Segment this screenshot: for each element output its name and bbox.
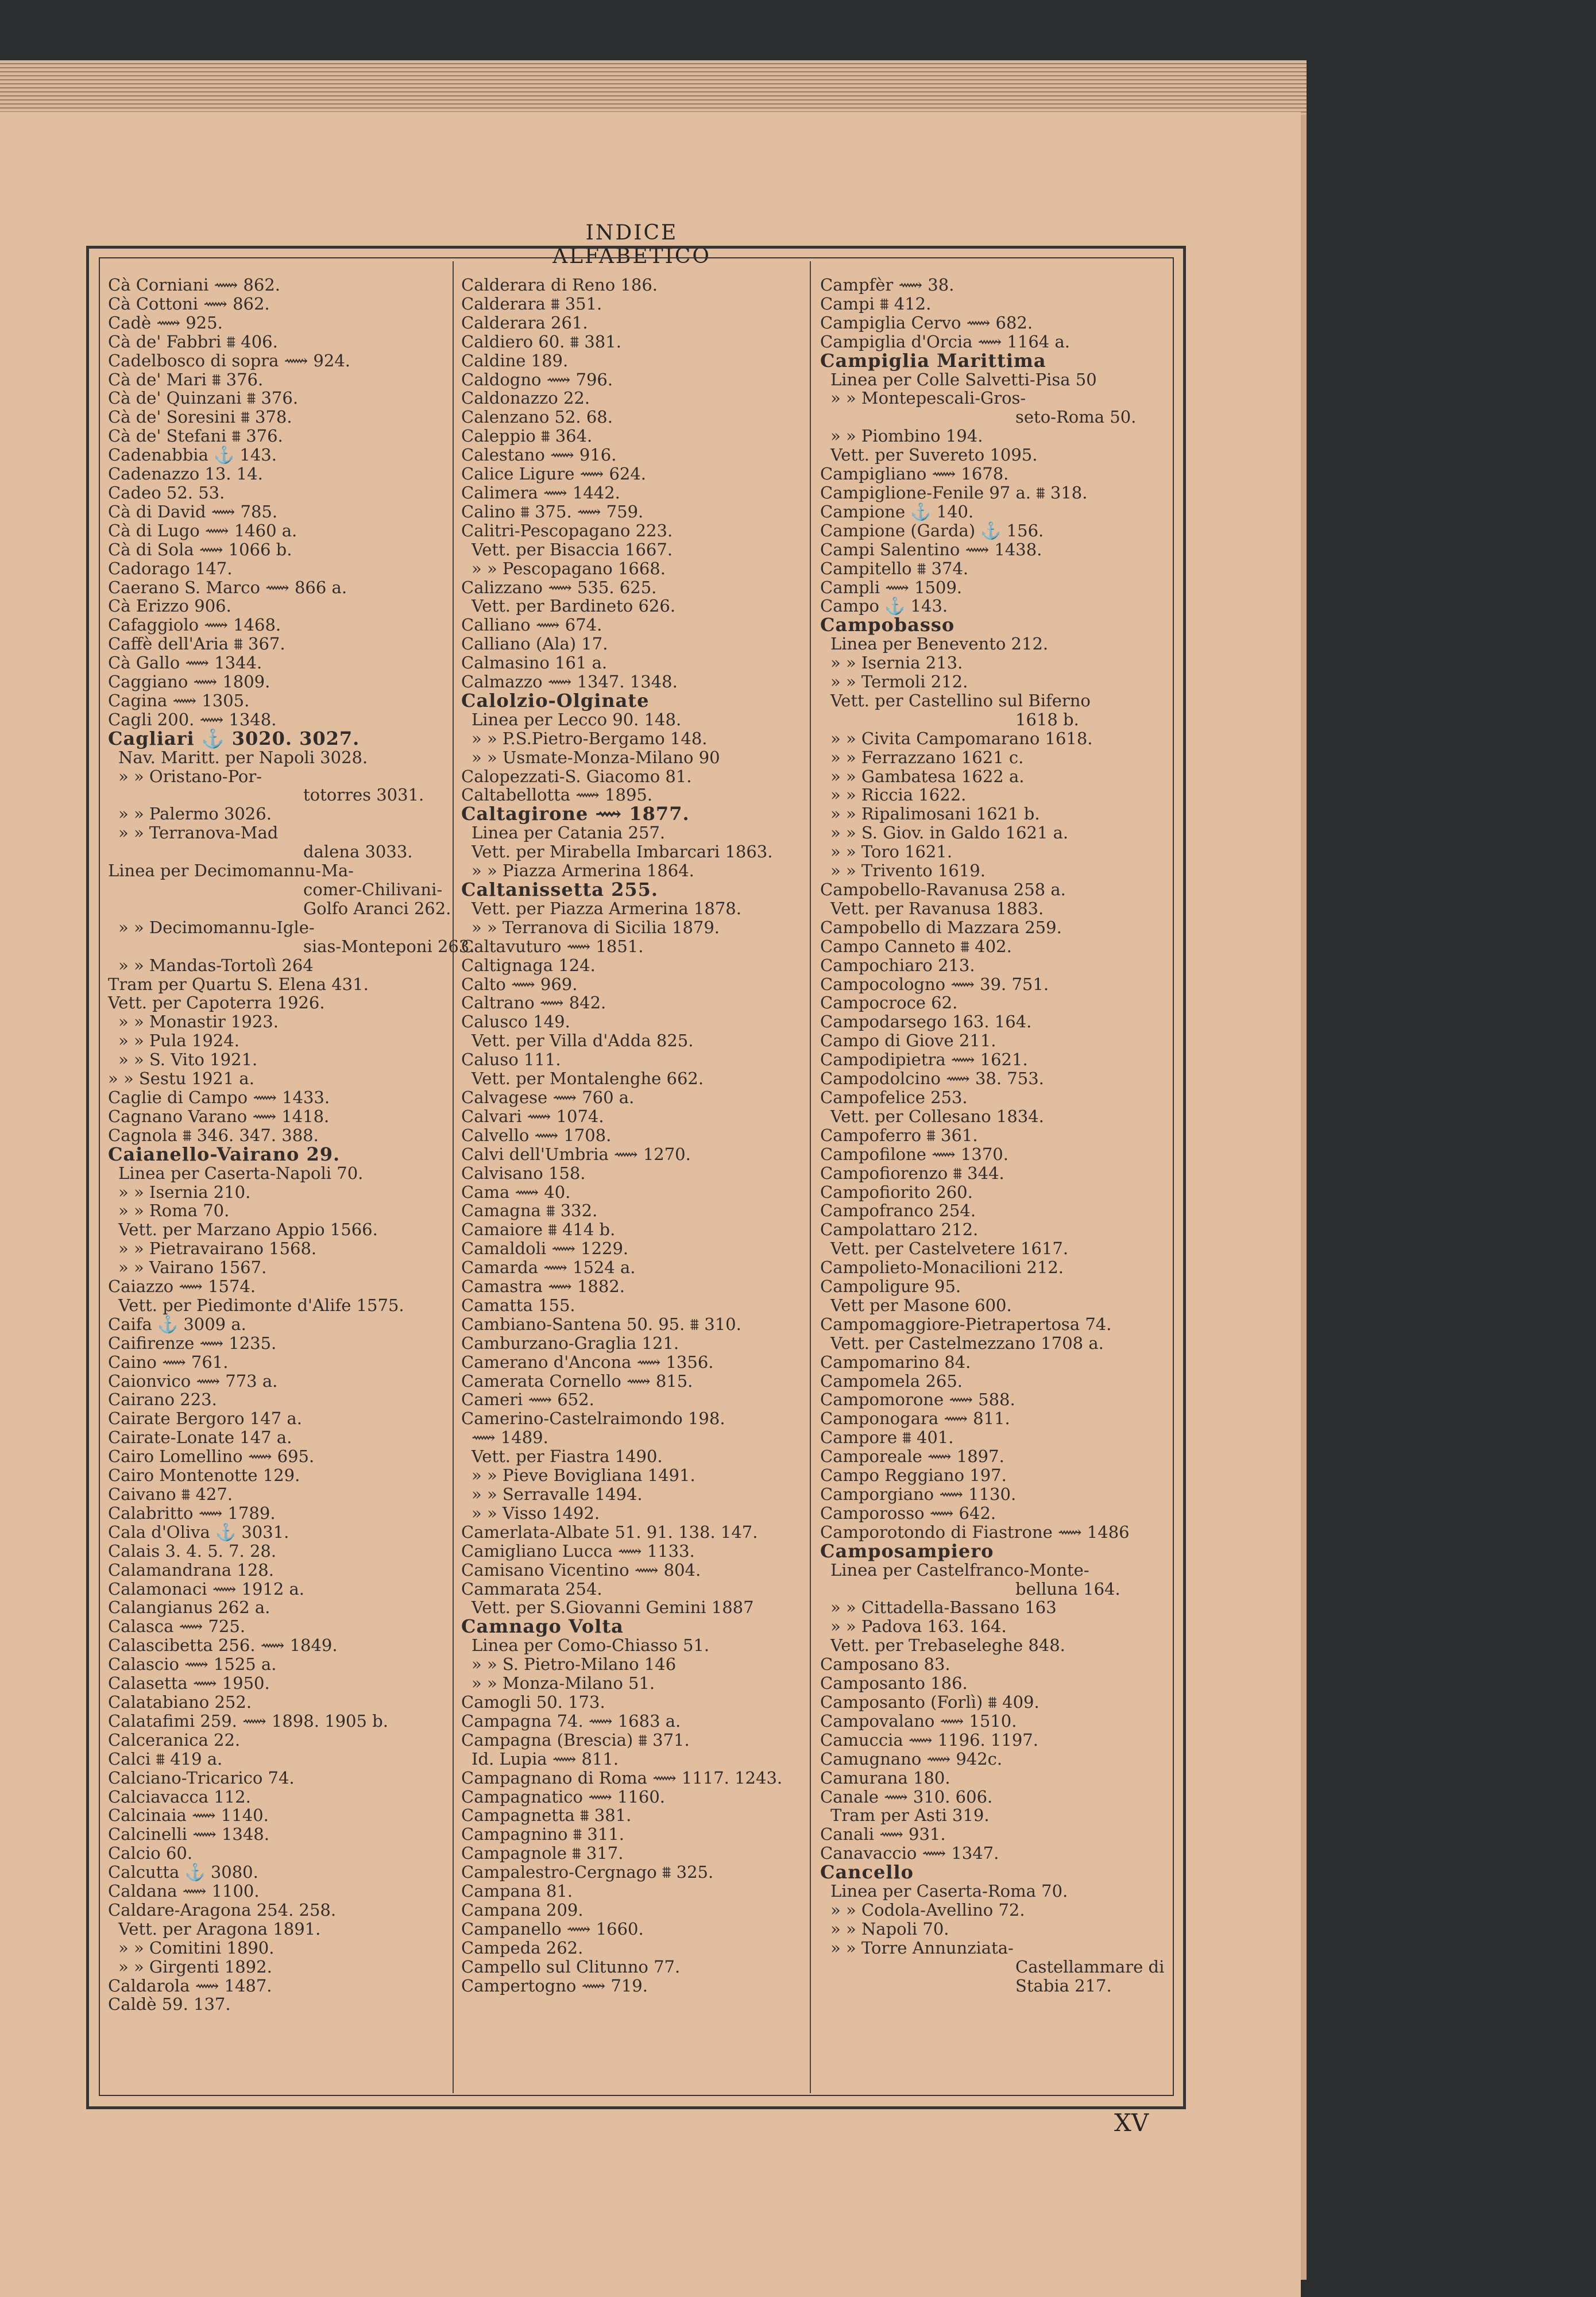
index-entry: Caggiano ⟿ 1809. <box>108 672 270 692</box>
index-entry: Calatafimi 259. ⟿ 1898. 1905 b. <box>108 1711 388 1731</box>
index-entry: Caldana ⟿ 1100. <box>108 1881 260 1901</box>
index-entry: Camuccia ⟿ 1196. 1197. <box>820 1730 1038 1750</box>
index-entry: Cagina ⟿ 1305. <box>108 690 250 710</box>
index-entry: Campfèr ⟿ 38. <box>820 275 954 295</box>
index-entry: Cà de' Quinzani ⩩ 376. <box>108 388 299 408</box>
index-entry: Campello sul Clitunno 77. <box>461 1956 681 1977</box>
index-entry: » » Napoli 70. <box>830 1919 949 1939</box>
index-entry: Camerano d'Ancona ⟿ 1356. <box>461 1352 714 1372</box>
index-entry: Campitello ⩩ 374. <box>820 558 969 578</box>
index-entry: Cà Erizzo 906. <box>108 596 231 616</box>
index-column-1 <box>108 275 475 2014</box>
index-entry: Camerino-Castelraimondo 198. <box>461 1409 725 1429</box>
index-entry: Campanello ⟿ 1660. <box>461 1919 644 1939</box>
index-entry: Cagnano Varano ⟿ 1418. <box>108 1106 330 1126</box>
index-entry: Campocologno ⟿ 39. 751. <box>820 974 1049 994</box>
index-entry: Calasca ⟿ 725. <box>108 1617 246 1637</box>
index-entry: Camporeale ⟿ 1897. <box>820 1447 1004 1467</box>
index-entry: Camburzano-Graglia 121. <box>461 1333 679 1353</box>
index-entry: Camarda ⟿ 1524 a. <box>461 1258 636 1278</box>
index-entry: Cà Gallo ⟿ 1344. <box>108 653 262 673</box>
index-entry: Camogli 50. 173. <box>461 1692 605 1712</box>
index-entry: » » Pieve Bovigliana 1491. <box>472 1465 695 1486</box>
index-entry: » » Mandas-Tortolì 264 <box>118 955 314 975</box>
index-entry: Cà de' Mari ⩩ 376. <box>108 369 264 389</box>
index-entry: Campiglia d'Orcia ⟿ 1164 a. <box>820 331 1070 351</box>
index-entry: Vett. per Castelvetere 1617. <box>830 1239 1069 1259</box>
page-number: XV <box>1114 2109 1149 2137</box>
index-entry: Cairate Bergoro 147 a. <box>108 1409 302 1429</box>
index-entry: Campobello di Mazzara 259. <box>820 917 1062 937</box>
index-entry: Vett. per Villa d'Adda 825. <box>472 1031 694 1051</box>
index-entry: Calestano ⟿ 916. <box>461 445 617 465</box>
index-entry: » » Decimomannu-Igle- <box>118 917 315 937</box>
index-entry: Calopezzati-S. Giacomo 81. <box>461 766 692 786</box>
index-entry: Calvisano 158. <box>461 1163 586 1183</box>
index-entry: Calascio ⟿ 1525 a. <box>108 1654 277 1675</box>
index-entry: Campagnino ⩩ 311. <box>461 1824 624 1844</box>
index-entry: Castellammare di <box>1015 1956 1165 1977</box>
index-entry: Cagnola ⩩ 346. 347. 388. <box>108 1125 319 1145</box>
index-entry: Cà di Lugo ⟿ 1460 a. <box>108 520 297 540</box>
index-entry: Campertogno ⟿ 719. <box>461 1975 648 1996</box>
index-entry: » » Civita Campomarano 1618. <box>830 728 1093 748</box>
index-entry: Caldogno ⟿ 796. <box>461 369 613 389</box>
index-entry: Caltrano ⟿ 842. <box>461 993 606 1013</box>
index-entry: Cà di David ⟿ 785. <box>108 501 278 521</box>
index-entry: Cadeo 52. 53. <box>108 482 225 502</box>
index-entry: Campolieto-Monacilioni 212. <box>820 1258 1064 1278</box>
index-entry: » » Oristano-Por- <box>118 766 262 786</box>
index-entry: Linea per Colle Salvetti-Pisa 50 <box>830 369 1097 389</box>
index-entry: Vett. per Trebaseleghe 848. <box>830 1635 1065 1656</box>
index-entry: Calliano ⟿ 674. <box>461 615 602 635</box>
index-entry: Cairo Montenotte 129. <box>108 1465 300 1486</box>
index-entry: Camigliano Lucca ⟿ 1133. <box>461 1541 695 1561</box>
index-entry: Vett. per Marzano Appio 1566. <box>118 1220 378 1240</box>
index-entry: Camposanto (Forlì) ⩩ 409. <box>820 1692 1039 1712</box>
index-entry: Caldè 59. 137. <box>108 1994 231 2014</box>
index-entry: Camastra ⟿ 1882. <box>461 1277 625 1297</box>
index-entry: » » Gambatesa 1622 a. <box>830 766 1025 786</box>
index-entry: Campofranco 254. <box>820 1201 976 1221</box>
index-entry: Calvello ⟿ 1708. <box>461 1125 612 1145</box>
index-entry: Calamandrana 128. <box>108 1560 274 1580</box>
index-entry: » » Isernia 210. <box>118 1182 251 1202</box>
index-entry: Calangianus 262 a. <box>108 1598 270 1618</box>
index-entry: Campolattaro 212. <box>820 1220 979 1240</box>
index-entry: Linea per Castelfranco-Monte- <box>830 1560 1089 1580</box>
index-entry: Campi ⩩ 412. <box>820 293 932 314</box>
index-entry: Cala d'Oliva ⚓ 3031. <box>108 1522 289 1542</box>
index-entry: » » Girgenti 1892. <box>118 1956 272 1977</box>
index-entry: Caiazzo ⟿ 1574. <box>108 1277 256 1297</box>
index-entry: Campli ⟿ 1509. <box>820 577 963 597</box>
index-entry: » » Terranova-Mad <box>118 823 279 843</box>
index-entry: Calabritto ⟿ 1789. <box>108 1503 276 1523</box>
index-entry: Calderara di Reno 186. <box>461 275 658 295</box>
index-entry: Caionvico ⟿ 773 a. <box>108 1371 278 1391</box>
index-entry: Caltavuturo ⟿ 1851. <box>461 936 644 956</box>
index-entry: Campana 209. <box>461 1900 583 1920</box>
index-entry: » » Ferrazzano 1621 c. <box>830 747 1024 767</box>
index-entry: seto-Roma 50. <box>1015 407 1137 427</box>
index-entry: Tram per Asti 319. <box>830 1805 990 1826</box>
index-entry: Cà de' Fabbri ⩩ 406. <box>108 331 278 351</box>
index-entry: Canale ⟿ 310. 606. <box>820 1786 993 1807</box>
index-entry: Calizzano ⟿ 535. 625. <box>461 577 657 597</box>
index-entry: Vett. per Bisaccia 1667. <box>472 539 673 559</box>
index-entry: » » Pietravairano 1568. <box>118 1239 317 1259</box>
index-entry: Cadenazzo 13. 14. <box>108 464 263 484</box>
index-entry: » » Palermo 3026. <box>118 804 272 824</box>
index-entry: » » Usmate-Monza-Milano 90 <box>472 747 720 767</box>
index-entry: Nav. Maritt. per Napoli 3028. <box>118 747 368 767</box>
index-entry: Calcinaia ⟿ 1140. <box>108 1805 269 1826</box>
index-entry: Campagnole ⩩ 317. <box>461 1843 624 1863</box>
index-entry: Camaldoli ⟿ 1229. <box>461 1239 629 1259</box>
index-entry: Campomaggiore-Pietrapertosa 74. <box>820 1314 1112 1334</box>
index-entry: Camaiore ⩩ 414 b. <box>461 1220 616 1240</box>
index-heading: Cagliari ⚓ 3020. 3027. <box>108 727 360 749</box>
index-entry: Camagna ⩩ 332. <box>461 1201 598 1221</box>
index-entry: Vett. per Fiastra 1490. <box>472 1447 663 1467</box>
index-entry: Caldine 189. <box>461 350 569 370</box>
index-entry: » » Comitini 1890. <box>118 1938 275 1958</box>
index-entry: Camerata Cornello ⟿ 815. <box>461 1371 693 1391</box>
index-entry: Calliano (Ala) 17. <box>461 634 608 654</box>
index-entry: Campoligure 95. <box>820 1277 961 1297</box>
index-entry: Cairano 223. <box>108 1390 217 1410</box>
index-entry: Campana 81. <box>461 1881 573 1901</box>
index-entry: Linea per Decimomannu-Ma- <box>108 861 354 881</box>
index-entry: Vett per Masone 600. <box>830 1295 1012 1315</box>
index-entry: » » Pula 1924. <box>118 1031 239 1051</box>
index-entry: Campagnetta ⩩ 381. <box>461 1805 632 1826</box>
index-entry: Campofelice 253. <box>820 1087 968 1107</box>
index-entry: » » Cittadella-Bassano 163 <box>830 1598 1057 1618</box>
page-edges <box>0 60 1307 115</box>
index-entry: Camporgiano ⟿ 1130. <box>820 1484 1017 1504</box>
index-entry: Campigliano ⟿ 1678. <box>820 464 1009 484</box>
index-entry: » » Vairano 1567. <box>118 1258 267 1278</box>
index-heading: Camposampiero <box>820 1540 994 1562</box>
index-entry: Campodipietra ⟿ 1621. <box>820 1050 1028 1070</box>
index-entry: Cadenabbia ⚓ 143. <box>108 445 277 465</box>
index-entry: » » Visso 1492. <box>472 1503 600 1523</box>
index-entry: Camugnano ⟿ 942c. <box>820 1749 1003 1769</box>
index-entry: Caerano S. Marco ⟿ 866 a. <box>108 577 347 597</box>
index-entry: Campofiorito 260. <box>820 1182 973 1202</box>
index-entry: Vett. per Montalenghe 662. <box>472 1069 704 1089</box>
index-entry: 1618 b. <box>1015 709 1079 729</box>
index-entry: Campi Salentino ⟿ 1438. <box>820 539 1042 559</box>
index-entry: Cairate-Lonate 147 a. <box>108 1428 292 1448</box>
index-entry: Campo di Giove 211. <box>820 1031 996 1051</box>
index-entry: Campofiorenzo ⩩ 344. <box>820 1163 1004 1183</box>
index-entry: Cadorago 147. <box>108 558 233 578</box>
index-entry: Campodolcino ⟿ 38. 753. <box>820 1069 1044 1089</box>
index-entry: Campobello-Ravanusa 258 a. <box>820 880 1066 899</box>
index-entry: Camponogara ⟿ 811. <box>820 1409 1010 1429</box>
index-entry: Caglie di Campo ⟿ 1433. <box>108 1087 330 1107</box>
index-entry: Calenzano 52. 68. <box>461 407 613 427</box>
index-entry: Caldarola ⟿ 1487. <box>108 1975 272 1996</box>
index-entry: Linea per Caserta-Roma 70. <box>830 1881 1068 1901</box>
index-entry: » » Riccia 1622. <box>830 785 967 805</box>
index-entry: Linea per Caserta-Napoli 70. <box>118 1163 364 1183</box>
index-entry: Camporotondo di Fiastrone ⟿ 1486 <box>820 1522 1130 1542</box>
index-entry: Cadelbosco di sopra ⟿ 924. <box>108 350 351 370</box>
index-entry: Cambiano-Santena 50. 95. ⩩ 310. <box>461 1314 741 1334</box>
index-entry: Calascibetta 256. ⟿ 1849. <box>108 1635 338 1656</box>
index-entry: Cà de' Stefani ⩩ 376. <box>108 426 283 446</box>
index-entry: » » Codola-Avellino 72. <box>830 1900 1025 1920</box>
index-entry: Campore ⩩ 401. <box>820 1428 954 1448</box>
index-entry: Campione (Garda) ⚓ 156. <box>820 520 1044 540</box>
index-entry: » » Monza-Milano 51. <box>472 1673 655 1693</box>
index-entry: Caleppio ⩩ 364. <box>461 426 593 446</box>
index-entry: Cà Corniani ⟿ 862. <box>108 275 280 295</box>
index-entry: » » Pescopagano 1668. <box>472 558 666 578</box>
index-entry: Calino ⩩ 375. ⟿ 759. <box>461 501 644 521</box>
index-entry: Calvi dell'Umbria ⟿ 1270. <box>461 1144 691 1164</box>
index-entry: Cà di Sola ⟿ 1066 b. <box>108 539 292 559</box>
index-entry: Campeda 262. <box>461 1938 583 1958</box>
index-heading: Caianello-Vairano 29. <box>108 1143 341 1165</box>
index-entry: Tram per Quartu S. Elena 431. <box>108 974 369 994</box>
index-entry: Calvari ⟿ 1074. <box>461 1106 604 1126</box>
index-entry: Camisano Vicentino ⟿ 804. <box>461 1560 701 1580</box>
index-entry: Calusco 149. <box>461 1012 570 1032</box>
index-entry: » » Trivento 1619. <box>830 861 986 881</box>
index-entry: Cairo Lomellino ⟿ 695. <box>108 1447 315 1467</box>
index-entry: Caino ⟿ 761. <box>108 1352 229 1372</box>
index-entry: Cà Cottoni ⟿ 862. <box>108 293 270 314</box>
index-entry: Campocroce 62. <box>820 993 958 1013</box>
index-entry: » » Toro 1621. <box>830 842 953 862</box>
index-entry: Calmazzo ⟿ 1347. 1348. <box>461 672 678 692</box>
index-entry: Calciano-Tricarico 74. <box>108 1768 295 1788</box>
index-entry: Canavaccio ⟿ 1347. <box>820 1843 999 1863</box>
index-entry: Calitri-Pescopagano 223. <box>461 520 673 540</box>
index-entry: Campo ⚓ 143. <box>820 596 948 616</box>
index-entry: Caltabellotta ⟿ 1895. <box>461 785 653 805</box>
index-entry: » » Ripalimosani 1621 b. <box>830 804 1040 824</box>
index-entry: totorres 3031. <box>303 785 424 805</box>
index-entry: Calcinelli ⟿ 1348. <box>108 1824 269 1844</box>
index-entry: Vett. per S.Giovanni Gemini 1887 <box>472 1598 754 1618</box>
index-entry: » » Serravalle 1494. <box>472 1484 643 1504</box>
index-entry: Id. Lupia ⟿ 811. <box>472 1749 619 1769</box>
index-entry: Caivano ⩩ 427. <box>108 1484 233 1504</box>
index-entry: Vett. per Mirabella Imbarcari 1863. <box>472 842 773 862</box>
index-entry: Linea per Benevento 212. <box>830 634 1049 654</box>
index-entry: Camposano 83. <box>820 1654 950 1675</box>
index-entry: Camatta 155. <box>461 1295 575 1315</box>
index-entry: Calais 3. 4. 5. 7. 28. <box>108 1541 277 1561</box>
index-entry: Campoferro ⩩ 361. <box>820 1125 978 1145</box>
index-heading: Caltanissetta 255. <box>461 879 659 900</box>
index-entry: » » Termoli 212. <box>830 672 968 692</box>
index-entry: Linea per Como-Chiasso 51. <box>472 1635 710 1656</box>
index-entry: » » Monastir 1923. <box>118 1012 279 1032</box>
index-entry: Calciavacca 112. <box>108 1786 251 1807</box>
index-entry: Calci ⩩ 419 a. <box>108 1749 223 1769</box>
index-entry: » » Roma 70. <box>118 1201 230 1221</box>
index-entry: Campovalano ⟿ 1510. <box>820 1711 1017 1731</box>
index-heading: Campobasso <box>820 614 955 636</box>
index-entry: Calcio 60. <box>108 1843 193 1863</box>
index-entry: » » Piombino 194. <box>830 426 983 446</box>
index-entry: Calderara 261. <box>461 312 588 332</box>
index-entry: Campagnatico ⟿ 1160. <box>461 1786 666 1807</box>
index-entry: Vett. per Ravanusa 1883. <box>830 898 1044 918</box>
index-entry: Vett. per Piazza Armerina 1878. <box>472 898 741 918</box>
index-entry: Calcutta ⚓ 3080. <box>108 1862 258 1882</box>
index-entry: Linea per Lecco 90. 148. <box>472 709 682 729</box>
index-entry: Caldonazzo 22. <box>461 388 590 408</box>
index-entry: » » Sestu 1921 a. <box>108 1069 254 1089</box>
index-entry: belluna 164. <box>1015 1579 1120 1599</box>
index-entry: Camposanto 186. <box>820 1673 968 1693</box>
page-title: INDICE ALFABETICO <box>552 221 711 268</box>
index-entry: Caluso 111. <box>461 1050 561 1070</box>
index-column-2 <box>461 276 817 1995</box>
index-entry: Campiglia Cervo ⟿ 682. <box>820 312 1033 332</box>
index-heading: Cancello <box>820 1861 914 1884</box>
index-entry: Campodarsego 163. 164. <box>820 1012 1032 1032</box>
index-entry: Vett. per Suvereto 1095. <box>830 445 1038 465</box>
index-heading: Camnago Volta <box>461 1615 624 1638</box>
index-entry: Calto ⟿ 969. <box>461 974 578 994</box>
index-column-3 <box>820 276 1176 1995</box>
index-entry: Camporosso ⟿ 642. <box>820 1503 996 1523</box>
index-entry: Campagna (Brescia) ⩩ 371. <box>461 1730 690 1750</box>
index-entry: Calatabiano 252. <box>108 1692 252 1712</box>
index-entry: Campochiaro 213. <box>820 955 975 975</box>
index-entry: Caltignaga 124. <box>461 955 596 975</box>
index-entry: Calimera ⟿ 1442. <box>461 482 620 502</box>
index-heading: Caltagirone ⟿ 1877. <box>461 803 690 825</box>
index-entry: Stabia 217. <box>1015 1975 1112 1996</box>
index-entry: ⟿ 1489. <box>472 1428 548 1448</box>
index-entry: Vett. per Piedimonte d'Alife 1575. <box>118 1295 404 1315</box>
index-entry: Caifa ⚓ 3009 a. <box>108 1314 246 1334</box>
index-entry: Golfo Aranci 262. <box>303 898 451 918</box>
index-entry: Campagnano di Roma ⟿ 1117. 1243. <box>461 1768 783 1788</box>
index-entry: Vett. per Castelmezzano 1708 a. <box>830 1333 1104 1353</box>
index-entry: Cafaggiolo ⟿ 1468. <box>108 615 281 635</box>
index-entry: Calvagese ⟿ 760 a. <box>461 1087 635 1107</box>
index-entry: » » Padova 163. 164. <box>830 1617 1007 1637</box>
index-entry: » » Montepescali-Gros- <box>830 388 1026 408</box>
index-entry: dalena 3033. <box>303 842 413 862</box>
index-entry: sias-Monteponi 263. <box>303 936 475 956</box>
index-entry: » » Isernia 213. <box>830 653 963 673</box>
index-entry: » » Torre Annunziata- <box>830 1938 1014 1958</box>
index-entry: » » P.S.Pietro-Bergamo 148. <box>472 728 708 748</box>
index-entry: Cameri ⟿ 652. <box>461 1390 594 1410</box>
index-entry: Canali ⟿ 931. <box>820 1824 946 1844</box>
index-entry: Cama ⟿ 40. <box>461 1182 571 1202</box>
index-entry: Campomorone ⟿ 588. <box>820 1390 1015 1410</box>
index-entry: Vett. per Capoterra 1926. <box>108 993 325 1013</box>
index-entry: Calderara ⩩ 351. <box>461 293 602 314</box>
index-entry: » » Piazza Armerina 1864. <box>472 861 694 881</box>
index-entry: Calice Ligure ⟿ 624. <box>461 464 647 484</box>
index-heading: Campiglia Marittima <box>820 349 1046 372</box>
index-entry: Calasetta ⟿ 1950. <box>108 1673 270 1693</box>
index-entry: Calamonaci ⟿ 1912 a. <box>108 1579 305 1599</box>
index-entry: Camerlata-Albate 51. 91. 138. 147. <box>461 1522 758 1542</box>
index-entry: Cadè ⟿ 925. <box>108 312 223 332</box>
index-entry: Vett. per Castellino sul Biferno <box>830 690 1091 710</box>
index-entry: Vett. per Collesano 1834. <box>830 1106 1044 1126</box>
index-entry: Campione ⚓ 140. <box>820 501 974 521</box>
index-entry: » » S. Pietro-Milano 146 <box>472 1654 677 1675</box>
index-entry: Campagna 74. ⟿ 1683 a. <box>461 1711 681 1731</box>
index-entry: Caifirenze ⟿ 1235. <box>108 1333 277 1353</box>
index-entry: Cagli 200. ⟿ 1348. <box>108 709 277 729</box>
index-entry: » » S. Giov. in Galdo 1621 a. <box>830 823 1069 843</box>
index-entry: Camurana 180. <box>820 1768 950 1788</box>
index-entry: Caffè dell'Aria ⩩ 367. <box>108 634 285 654</box>
index-heading: Calolzio-Olginate <box>461 689 650 711</box>
index-entry: Cà de' Soresini ⩩ 378. <box>108 407 292 427</box>
index-entry: Campomarino 84. <box>820 1352 971 1372</box>
index-entry: Campiglione-Fenile 97 a. ⩩ 318. <box>820 482 1088 502</box>
index-entry: Caldiero 60. ⩩ 381. <box>461 331 621 351</box>
index-entry: Caldare-Aragona 254. 258. <box>108 1900 337 1920</box>
index-entry: Linea per Catania 257. <box>472 823 666 843</box>
index-entry: Vett. per Bardineto 626. <box>472 596 676 616</box>
index-entry: » » S. Vito 1921. <box>118 1050 258 1070</box>
index-entry: Campomela 265. <box>820 1371 963 1391</box>
index-entry: comer-Chilivani- <box>303 880 443 899</box>
index-entry: Campalestro-Cergnago ⩩ 325. <box>461 1862 714 1882</box>
index-entry: » » Terranova di Sicilia 1879. <box>472 917 720 937</box>
index-entry: Campo Canneto ⩩ 402. <box>820 936 1012 956</box>
index-entry: Campo Reggiano 197. <box>820 1465 1007 1486</box>
index-entry: Calmasino 161 a. <box>461 653 608 673</box>
index-entry: Calceranica 22. <box>108 1730 241 1750</box>
index-entry: Cammarata 254. <box>461 1579 602 1599</box>
index-entry: Vett. per Aragona 1891. <box>118 1919 321 1939</box>
index-entry: Campofilone ⟿ 1370. <box>820 1144 1008 1164</box>
